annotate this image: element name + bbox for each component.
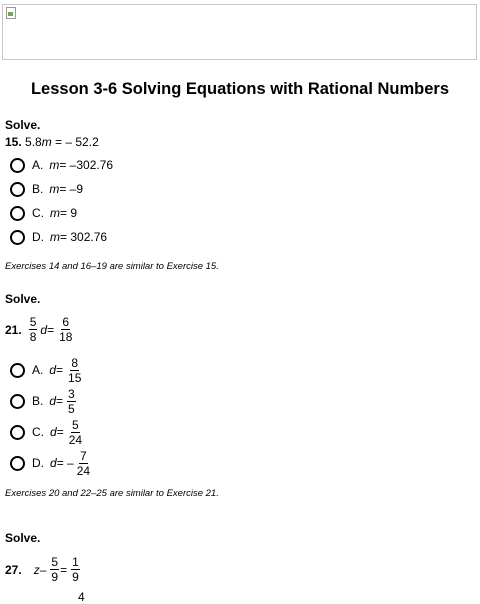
q15-option-a[interactable] bbox=[10, 154, 113, 176]
q15-number: 15. bbox=[5, 135, 22, 149]
q15-eq-var: m bbox=[41, 135, 52, 149]
q21-option-d-numerator: 7 bbox=[80, 448, 87, 463]
q15-eq-pre: 5.8 bbox=[21, 135, 42, 149]
q15-option-c-letter: C. bbox=[32, 206, 44, 220]
q27-b-denominator: 9 bbox=[72, 570, 79, 584]
q21-option-d-eq: = – bbox=[56, 456, 74, 470]
q21-rhs-fraction bbox=[58, 316, 73, 343]
q21-option-d-letter: D. bbox=[32, 456, 44, 470]
q27-minus: – bbox=[39, 562, 47, 577]
q15-option-c[interactable] bbox=[10, 202, 77, 224]
q21-radio-c[interactable] bbox=[10, 425, 25, 440]
q15-option-b-var: m bbox=[49, 182, 60, 196]
q21-equals: = bbox=[47, 322, 55, 337]
q21-question bbox=[5, 316, 74, 343]
q15-option-d-var: m bbox=[50, 230, 60, 244]
q15-option-c-value: = 9 bbox=[60, 206, 78, 220]
q27-number: 27. bbox=[5, 562, 22, 577]
q21-option-c-eq: = bbox=[56, 425, 64, 439]
q21-option-a-denominator: 15 bbox=[68, 370, 82, 385]
q21-option-a-numerator: 8 bbox=[71, 355, 79, 370]
q27-b-numerator: 1 bbox=[72, 555, 79, 569]
q21-rhs-numerator: 6 bbox=[62, 315, 70, 329]
q15-eq-post: = – 52.2 bbox=[51, 135, 99, 149]
q21-radio-b[interactable] bbox=[10, 394, 25, 409]
q15-option-d-value: = 302.76 bbox=[60, 230, 108, 244]
page-title: Lesson 3-6 Solving Equations with Rational Numbers bbox=[30, 80, 450, 98]
q27-question bbox=[5, 556, 81, 583]
q21-lhs-denominator: 8 bbox=[29, 330, 37, 344]
q21-solve-label: Solve. bbox=[5, 292, 41, 306]
q21-option-c[interactable] bbox=[10, 418, 84, 446]
q27-a-denominator: 9 bbox=[51, 570, 59, 584]
q15-option-d[interactable] bbox=[10, 226, 107, 248]
q21-option-b-eq: = bbox=[56, 394, 64, 408]
q21-option-d-var: d bbox=[50, 456, 57, 470]
q21-option-a[interactable] bbox=[10, 356, 83, 384]
q15-radio-c[interactable] bbox=[10, 206, 25, 221]
q15-radio-d[interactable] bbox=[10, 230, 25, 245]
q21-option-b[interactable] bbox=[10, 387, 77, 415]
q27-a-fraction bbox=[50, 556, 59, 583]
q21-lhs-fraction bbox=[29, 316, 38, 343]
q21-option-a-letter: A. bbox=[32, 363, 44, 377]
q21-option-c-var: d bbox=[50, 425, 57, 439]
q21-option-d[interactable] bbox=[10, 449, 92, 477]
q15-radio-a[interactable] bbox=[10, 158, 25, 173]
q21-note: Exercises 20 and 22–25 are similar to Exercise 21. bbox=[5, 488, 219, 499]
q21-option-c-numerator: 5 bbox=[72, 417, 79, 432]
q27-equals: = bbox=[60, 562, 68, 577]
q21-option-c-letter: C. bbox=[32, 425, 44, 439]
q27-cut-digit: 4 bbox=[78, 590, 85, 604]
q15-question bbox=[5, 135, 99, 149]
q21-option-a-eq: = bbox=[56, 363, 64, 377]
q21-var: d bbox=[40, 322, 48, 337]
q21-option-c-denominator: 24 bbox=[68, 432, 83, 447]
broken-image-banner bbox=[2, 4, 477, 60]
q15-radio-b[interactable] bbox=[10, 182, 25, 197]
q21-option-b-fraction bbox=[67, 388, 76, 415]
q21-option-d-fraction bbox=[76, 450, 91, 477]
q15-solve-label: Solve. bbox=[5, 118, 41, 132]
q21-lhs-numerator: 5 bbox=[29, 315, 37, 329]
q21-option-c-fraction bbox=[68, 419, 83, 446]
q15-option-a-letter: A. bbox=[32, 158, 44, 172]
q15-option-a-var: m bbox=[49, 158, 60, 172]
q21-option-b-letter: B. bbox=[32, 394, 44, 408]
q27-var: z bbox=[33, 562, 40, 577]
q27-solve-label: Solve. bbox=[5, 531, 41, 545]
q21-number: 21. bbox=[5, 322, 22, 337]
q15-option-b-value: = –9 bbox=[59, 182, 84, 196]
q21-option-b-var: d bbox=[49, 394, 57, 408]
q15-option-b-letter: B. bbox=[32, 182, 44, 196]
q21-option-b-denominator: 5 bbox=[68, 401, 75, 416]
q21-option-a-var: d bbox=[49, 363, 57, 377]
q21-option-d-denominator: 24 bbox=[76, 463, 91, 478]
q15-option-d-letter: D. bbox=[32, 230, 44, 244]
q15-option-b[interactable] bbox=[10, 178, 83, 200]
q27-a-numerator: 5 bbox=[51, 555, 59, 569]
q21-option-a-fraction bbox=[67, 357, 82, 384]
q15-option-c-var: m bbox=[50, 206, 60, 220]
q21-radio-a[interactable] bbox=[10, 363, 25, 378]
q27-b-fraction bbox=[71, 556, 80, 583]
q15-note: Exercises 14 and 16–19 are similar to Exercise 15. bbox=[5, 261, 219, 272]
q21-option-b-numerator: 3 bbox=[68, 386, 75, 401]
q15-option-a-value: = –302.76 bbox=[59, 158, 114, 172]
broken-image-icon bbox=[5, 7, 19, 21]
q21-rhs-denominator: 18 bbox=[59, 330, 73, 344]
q21-radio-d[interactable] bbox=[10, 456, 25, 471]
